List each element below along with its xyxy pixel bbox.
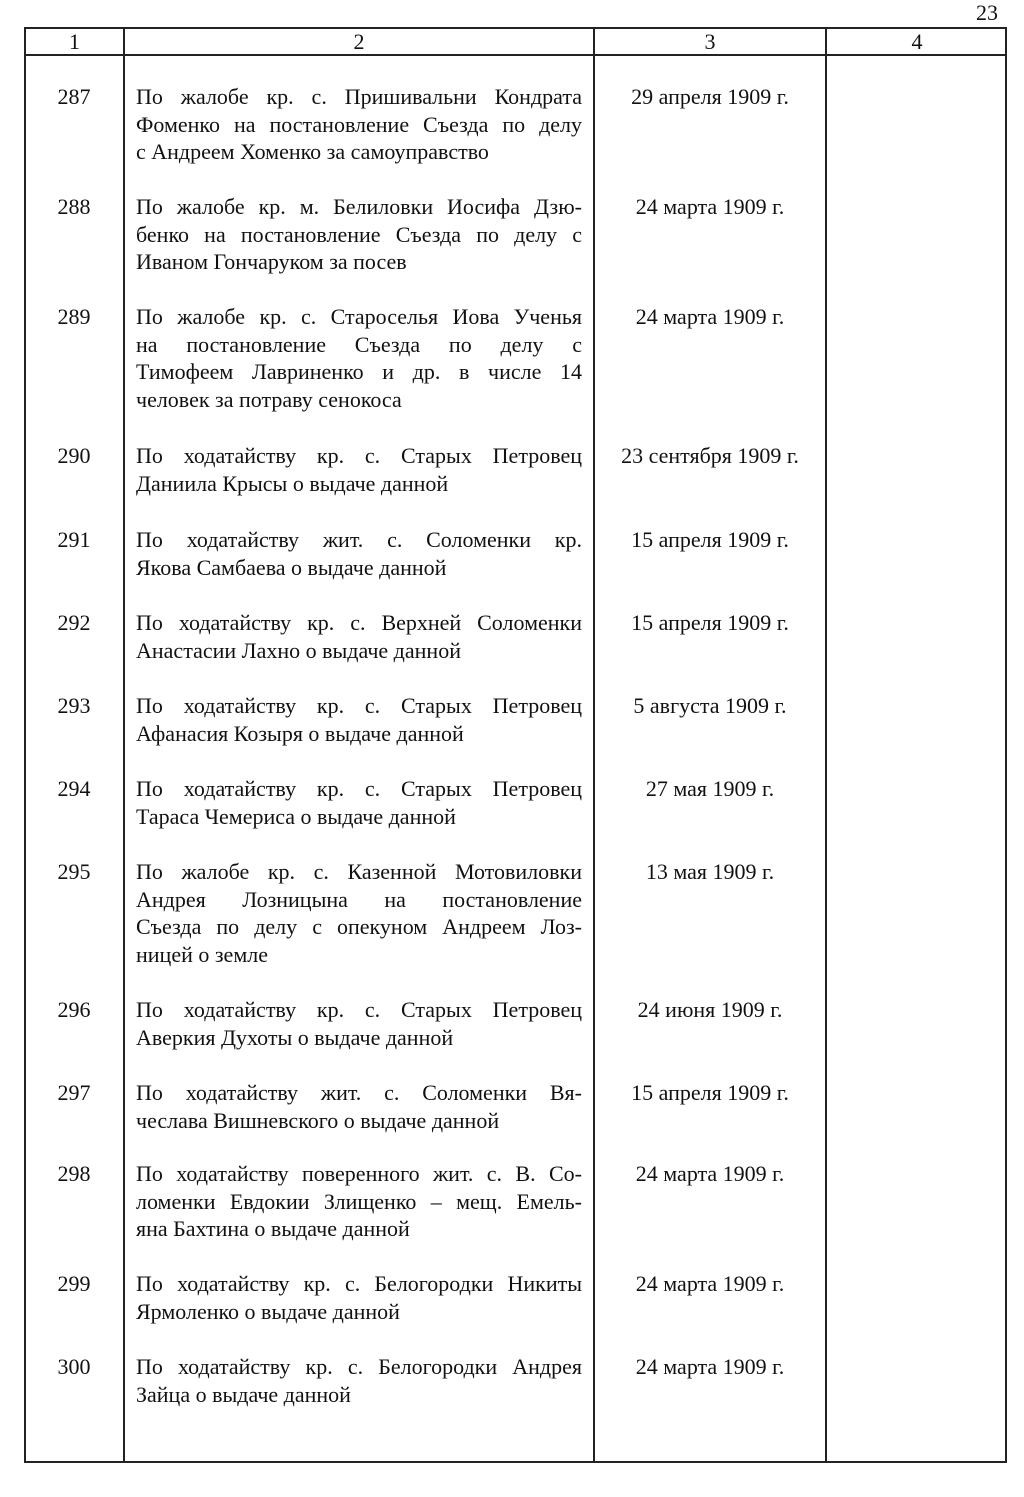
entry-description bbox=[136, 1160, 582, 1243]
entry-number: 294 bbox=[57, 776, 91, 801]
entry-description bbox=[136, 1270, 582, 1325]
entry-description bbox=[136, 775, 582, 830]
description-line: яна Бахтина о выдаче данной bbox=[136, 1216, 410, 1241]
entry-number: 291 bbox=[57, 527, 91, 552]
description-line: По жалобе кр. с. Староселья Иова Ученья bbox=[136, 304, 582, 329]
entry-date: 13 мая 1909 г. bbox=[645, 859, 775, 884]
entry-date: 24 марта 1909 г. bbox=[635, 304, 785, 329]
description-line: По ходатайству кр. с. Старых Петровец bbox=[136, 693, 582, 718]
description-line: По ходатайству кр. с. Старых Петровец bbox=[136, 997, 582, 1022]
entry-description bbox=[136, 692, 582, 747]
description-line: ломенки Евдокии Злищенко – мещ. Емель- bbox=[136, 1188, 582, 1214]
entry-date: 24 июня 1909 г. bbox=[637, 997, 783, 1022]
description-line: чеслава Вишневского о выдаче данной bbox=[136, 1107, 500, 1133]
entry-description bbox=[136, 1079, 582, 1134]
entry-date: 24 марта 1909 г. bbox=[635, 194, 785, 219]
entry-number: 296 bbox=[57, 997, 91, 1022]
entry-description bbox=[136, 193, 582, 276]
description-line: По ходатайству кр. с. Старых Петровец bbox=[136, 443, 582, 468]
entry-number: 300 bbox=[57, 1354, 91, 1379]
entry-description bbox=[136, 526, 582, 581]
column-header-1: 1 bbox=[69, 29, 80, 54]
entry-description bbox=[136, 1353, 582, 1408]
description-line: Фоменко на постановление Съезда по делу bbox=[136, 111, 582, 137]
column-header-2: 2 bbox=[353, 29, 365, 54]
column-header-3: 3 bbox=[704, 29, 716, 54]
header-divider bbox=[26, 54, 1005, 56]
description-line: По ходатайству кр. с. Белогородки Никиты bbox=[136, 1271, 582, 1296]
entry-description bbox=[136, 83, 582, 166]
description-line: По жалобе кр. с. Пришивальни Кондрата bbox=[136, 84, 582, 109]
entry-number: 293 bbox=[57, 693, 91, 718]
description-line: на постановление Съезда по делу с bbox=[136, 331, 582, 357]
column-header-4: 4 bbox=[911, 29, 923, 54]
description-line: По ходатайству кр. с. Верхней Соломенки bbox=[136, 610, 582, 635]
description-line: бенко на постановление Съезда по делу с bbox=[136, 221, 582, 247]
column-divider-2 bbox=[593, 29, 595, 1461]
entry-number: 288 bbox=[57, 194, 91, 219]
entry-date: 15 апреля 1909 г. bbox=[631, 1080, 789, 1105]
description-line: Андрея Лозницына на постановление bbox=[136, 886, 582, 912]
description-line: Съезда по делу с опекуном Андреем Лоз- bbox=[136, 914, 582, 939]
description-line: По ходатайству кр. с. Белогородки Андрея bbox=[136, 1354, 582, 1379]
description-line: с Андреем Хоменко за самоуправство bbox=[136, 139, 489, 164]
description-line: По жалобе кр. с. Казенной Мотовиловки bbox=[136, 859, 582, 884]
column-divider-3 bbox=[825, 29, 827, 1461]
entry-date: 24 марта 1909 г. bbox=[635, 1161, 785, 1186]
entry-description bbox=[136, 996, 582, 1051]
description-line: Афанасия Козыря о выдаче данной bbox=[136, 720, 464, 746]
column-divider-1 bbox=[123, 29, 125, 1461]
description-line: По ходатайству жит. с. Соломенки Вя- bbox=[136, 1080, 582, 1105]
description-line: Иваном Гончаруком за посев bbox=[136, 249, 407, 274]
entry-date: 27 мая 1909 г. bbox=[645, 776, 775, 801]
description-line: Зайца о выдаче данной bbox=[136, 1381, 351, 1407]
entry-date: 23 сентября 1909 г. bbox=[621, 443, 799, 468]
description-line: По жалобе кр. м. Белиловки Иосифа Дзю- bbox=[136, 194, 582, 219]
description-line: Якова Самбаева о выдаче данной bbox=[136, 554, 447, 580]
entry-number: 299 bbox=[57, 1271, 91, 1296]
entry-description bbox=[136, 858, 582, 968]
entry-date: 15 апреля 1909 г. bbox=[631, 527, 789, 552]
entry-date: 24 марта 1909 г. bbox=[635, 1354, 785, 1379]
description-line: По ходатайству поверенного жит. с. В. Со- bbox=[136, 1161, 582, 1186]
description-line: По ходатайству кр. с. Старых Петровец bbox=[136, 776, 582, 801]
entry-number: 298 bbox=[57, 1161, 91, 1186]
entry-description bbox=[136, 609, 582, 664]
description-line: Тараса Чемериса о выдаче данной bbox=[136, 803, 456, 829]
entry-number: 292 bbox=[57, 610, 91, 635]
description-line: По ходатайству жит. с. Соломенки кр. bbox=[136, 527, 582, 552]
description-line: Тимофеем Лавриненко и др. в числе 14 bbox=[136, 359, 582, 384]
description-line: Анастасии Лахно о выдаче данной bbox=[136, 637, 461, 663]
entry-description bbox=[136, 442, 582, 497]
description-line: Ярмоленко о выдаче данной bbox=[136, 1298, 400, 1324]
entry-number: 295 bbox=[57, 859, 91, 884]
description-line: Даниила Крысы о выдаче данной bbox=[136, 470, 449, 496]
description-line: человек за потраву сенокоса bbox=[136, 386, 402, 412]
entry-number: 290 bbox=[57, 443, 91, 468]
description-line: Аверкия Духоты о выдаче данной bbox=[136, 1024, 454, 1050]
description-line: ницей о земле bbox=[136, 941, 268, 967]
entry-date: 15 апреля 1909 г. bbox=[631, 610, 789, 635]
entry-description bbox=[136, 303, 582, 413]
page-number: 23 bbox=[976, 0, 998, 25]
entry-number: 297 bbox=[57, 1080, 91, 1105]
entry-date: 24 марта 1909 г. bbox=[635, 1271, 785, 1296]
entry-date: 5 августа 1909 г. bbox=[633, 693, 787, 718]
entry-number: 287 bbox=[57, 84, 91, 109]
entry-date: 29 апреля 1909 г. bbox=[631, 84, 789, 109]
entry-number: 289 bbox=[57, 304, 91, 329]
register-table bbox=[24, 27, 1007, 1463]
